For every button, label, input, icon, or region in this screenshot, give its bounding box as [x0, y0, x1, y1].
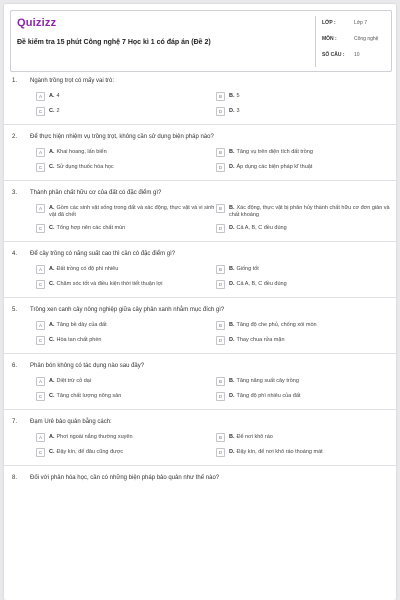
answer-option[interactable]: [36, 163, 216, 173]
question-divider: [4, 409, 396, 410]
answer-letter: B.: [229, 434, 235, 440]
answer-option[interactable]: [216, 321, 392, 331]
answer-body: Chăm sóc tốt và điều kiện thời tiết thuận lợi: [56, 281, 163, 287]
answer-text: [229, 448, 323, 456]
answer-checkbox[interactable]: D: [216, 448, 225, 457]
question-item: [4, 76, 396, 117]
answer-option[interactable]: [36, 377, 216, 387]
answer-option[interactable]: [216, 148, 392, 158]
question-divider: [4, 353, 396, 354]
question-header: [12, 473, 396, 483]
answer-checkbox[interactable]: A: [36, 204, 45, 213]
meta-value: Lớp 7: [354, 20, 368, 26]
answer-option[interactable]: [216, 336, 392, 346]
answer-letter: A.: [49, 205, 55, 211]
question-number: 5.: [12, 307, 18, 313]
answer-option[interactable]: [36, 148, 216, 158]
question-number: 2.: [12, 134, 18, 140]
answer-body: Áp dụng các biện pháp kĩ thuật: [236, 164, 313, 170]
answer-checkbox[interactable]: B: [216, 377, 225, 386]
answer-checkbox[interactable]: C: [36, 163, 45, 172]
answer-body: 3: [236, 108, 240, 114]
answer-letter: D.: [229, 164, 235, 170]
answer-letter: B.: [229, 205, 235, 211]
answer-checkbox[interactable]: D: [216, 107, 225, 116]
answer-option[interactable]: [216, 224, 392, 234]
question-divider: [4, 297, 396, 298]
answer-letter: D.: [229, 449, 235, 455]
answer-text: [49, 392, 121, 400]
question-number: 7.: [12, 419, 18, 425]
meta-row-count: [316, 48, 390, 62]
answer-text: [49, 336, 101, 344]
question-text: Thành phần chất hữu cơ của đất có đặc điểm gì?: [30, 190, 162, 196]
answer-body: 2: [56, 108, 60, 114]
question-text: Đối với phân hóa học, cần có những biện pháp bảo quản như thế nào?: [30, 475, 220, 481]
answer-option[interactable]: [36, 280, 216, 290]
answer-letter: B.: [229, 378, 235, 384]
answer-letter: D.: [229, 225, 235, 231]
answer-checkbox[interactable]: B: [216, 433, 225, 442]
meta-value: 10: [354, 52, 360, 58]
answer-body: Thay chua rửa mặn: [236, 337, 285, 343]
question-divider: [4, 124, 396, 125]
answer-body: Tăng bề dày của đất: [56, 322, 107, 328]
question-text: Đạm Urê bảo quản bằng cách:: [30, 419, 112, 425]
answer-option[interactable]: [216, 107, 392, 117]
question-divider: [4, 180, 396, 181]
answer-options: [36, 265, 396, 290]
question-list: [4, 76, 396, 483]
meta-label: MÔN :: [322, 36, 337, 42]
answer-option[interactable]: [216, 163, 392, 173]
answer-option[interactable]: [216, 204, 392, 219]
answer-text: [229, 336, 285, 344]
answer-body: Tăng vụ trên diện tích đất trồng: [236, 149, 313, 155]
quizizz-logo: Quizizz: [17, 17, 57, 29]
answer-checkbox[interactable]: D: [216, 163, 225, 172]
answer-options: [36, 321, 396, 346]
answer-body: Tăng độ che phủ, chống xói mòn: [236, 322, 317, 328]
answer-text: [49, 433, 133, 441]
answer-checkbox[interactable]: B: [216, 204, 225, 213]
answer-letter: C.: [49, 225, 55, 231]
question-number: 8.: [12, 475, 18, 481]
answer-text: [229, 377, 299, 385]
answer-text: [229, 204, 392, 219]
answer-checkbox[interactable]: A: [36, 265, 45, 274]
meta-value: Công nghệ: [354, 36, 379, 42]
answer-text: [229, 163, 312, 171]
answer-option[interactable]: [36, 204, 216, 219]
answer-text: [49, 204, 216, 219]
answer-body: 4: [56, 93, 60, 99]
answer-body: Sử dụng thuốc hóa học: [56, 164, 114, 170]
answer-body: Giống tốt: [236, 266, 259, 272]
answer-checkbox[interactable]: A: [36, 433, 45, 442]
answer-letter: C.: [49, 281, 55, 287]
answer-body: 5: [236, 93, 240, 99]
answer-body: Tăng độ phì nhiêu của đất: [236, 393, 301, 399]
answer-checkbox[interactable]: C: [36, 224, 45, 233]
question-item: [4, 249, 396, 290]
answer-text: [229, 280, 287, 288]
answer-text: [49, 321, 107, 329]
question-header: [12, 188, 396, 198]
answer-option[interactable]: [216, 392, 392, 402]
question-number: 1.: [12, 78, 18, 84]
worksheet-header: [10, 10, 392, 72]
question-item: [4, 417, 396, 458]
question-number: 6.: [12, 363, 18, 369]
question-text: Để thực hiện nhiệm vụ trồng trọt, không cần sử dụng biện pháp nào?: [30, 134, 214, 140]
answer-body: Gồm các sinh vật sống trong đất và xác động, thực vật và vi sinh vật đã chết: [49, 205, 215, 218]
answer-options: [36, 204, 396, 234]
answer-option[interactable]: [216, 448, 392, 458]
question-divider: [4, 465, 396, 466]
answer-checkbox[interactable]: A: [36, 92, 45, 101]
answer-body: Hòa tan chất phèn: [56, 337, 102, 343]
answer-letter: D.: [229, 393, 235, 399]
answer-text: [229, 107, 240, 115]
answer-letter: B.: [229, 149, 235, 155]
answer-body: Tổng hợp nên các chất mùn: [56, 225, 126, 231]
answer-checkbox[interactable]: A: [36, 377, 45, 386]
answer-checkbox[interactable]: D: [216, 280, 225, 289]
answer-body: Cả A, B, C đều đúng: [236, 225, 287, 231]
answer-option[interactable]: [36, 448, 216, 458]
answer-letter: D.: [229, 337, 235, 343]
answer-option[interactable]: [216, 433, 392, 443]
answer-letter: C.: [49, 164, 55, 170]
question-item: [4, 132, 396, 173]
question-header: [12, 132, 396, 142]
answer-option[interactable]: [216, 92, 392, 102]
answer-option[interactable]: [36, 392, 216, 402]
answer-option[interactable]: [36, 107, 216, 117]
answer-body: Đậy kín, để nơi khô ráo thoáng mát: [236, 449, 323, 455]
answer-option[interactable]: [36, 336, 216, 346]
question-header: [12, 417, 396, 427]
answer-option[interactable]: [36, 265, 216, 275]
meta-label: LỚP :: [322, 20, 336, 26]
answer-options: [36, 433, 396, 458]
question-header: [12, 76, 396, 86]
answer-body: Phơi ngoài nắng thường xuyên: [56, 434, 133, 440]
answer-letter: C.: [49, 337, 55, 343]
answer-text: [49, 107, 60, 115]
answer-letter: C.: [49, 393, 55, 399]
answer-letter: A.: [49, 93, 55, 99]
worksheet-meta: [315, 16, 390, 67]
answer-text: [229, 392, 300, 400]
answer-option[interactable]: [36, 433, 216, 443]
answer-body: Cả A, B, C đều đúng: [236, 281, 287, 287]
answer-body: Xác động, thực vật bị phân hủy thành chất hữu cơ đơn giản và chất khoáng: [229, 205, 390, 218]
answer-checkbox[interactable]: C: [36, 392, 45, 401]
answer-checkbox[interactable]: D: [216, 224, 225, 233]
answer-checkbox[interactable]: B: [216, 321, 225, 330]
answer-body: Tăng năng suất cây trồng: [236, 378, 299, 384]
question-item: [4, 361, 396, 402]
answer-letter: A.: [49, 378, 55, 384]
question-text: Để cây trồng có năng suất cao thì cần có đặc điểm gì?: [30, 251, 176, 257]
answer-text: [229, 265, 259, 273]
question-text: Phân bón không có tác dụng nào sau đây?: [30, 363, 145, 369]
answer-option[interactable]: [216, 265, 392, 275]
answer-checkbox[interactable]: B: [216, 92, 225, 101]
answer-text: [49, 448, 123, 456]
worksheet-page: [4, 4, 396, 600]
answer-body: Diệt trừ cỏ dại: [56, 378, 92, 384]
question-header: [12, 305, 396, 315]
answer-option[interactable]: [36, 224, 216, 234]
question-divider: [4, 241, 396, 242]
answer-letter: A.: [49, 434, 55, 440]
answer-body: Đất trồng có độ phì nhiêu: [56, 266, 119, 272]
answer-text: [229, 433, 273, 441]
answer-option[interactable]: [36, 321, 216, 331]
answer-body: Khai hoang, lấn biển: [56, 149, 107, 155]
answer-option[interactable]: [36, 92, 216, 102]
answer-text: [49, 265, 118, 273]
answer-letter: D.: [229, 281, 235, 287]
answer-checkbox[interactable]: C: [36, 107, 45, 116]
worksheet-title: Đề kiểm tra 15 phút Công nghệ 7 Học kì 1 có đáp án (Đề 2): [17, 39, 211, 46]
answer-text: [49, 224, 125, 232]
answer-text: [229, 92, 240, 100]
question-item: [4, 473, 396, 483]
answer-letter: B.: [229, 266, 235, 272]
answer-text: [229, 224, 287, 232]
answer-letter: B.: [229, 322, 235, 328]
answer-option[interactable]: [216, 280, 392, 290]
answer-options: [36, 148, 396, 173]
question-text: Ngành trồng trọt có mấy vai trò:: [30, 78, 115, 84]
answer-text: [49, 92, 60, 100]
answer-checkbox[interactable]: D: [216, 392, 225, 401]
answer-checkbox[interactable]: A: [36, 321, 45, 330]
question-number: 4.: [12, 251, 18, 257]
answer-letter: C.: [49, 449, 55, 455]
answer-letter: A.: [49, 149, 55, 155]
answer-option[interactable]: [216, 377, 392, 387]
question-number: 3.: [12, 190, 18, 196]
answer-checkbox[interactable]: C: [36, 280, 45, 289]
answer-checkbox[interactable]: A: [36, 148, 45, 157]
question-item: [4, 188, 396, 234]
meta-row-subject: [316, 32, 390, 46]
answer-checkbox[interactable]: B: [216, 148, 225, 157]
answer-body: Tăng chất lượng nông sản: [56, 393, 122, 399]
question-text: Trồng xen canh cây nông nghiệp giữa cây phân xanh nhằm mục đích gì?: [30, 307, 225, 313]
answer-letter: D.: [229, 108, 235, 114]
question-header: [12, 361, 396, 371]
answer-text: [49, 148, 107, 156]
answer-text: [49, 163, 114, 171]
meta-row-class: [316, 16, 390, 30]
answer-text: [49, 377, 91, 385]
question-item: [4, 305, 396, 346]
answer-checkbox[interactable]: B: [216, 265, 225, 274]
answer-checkbox[interactable]: C: [36, 336, 45, 345]
answer-checkbox[interactable]: C: [36, 448, 45, 457]
answer-options: [36, 92, 396, 117]
question-header: [12, 249, 396, 259]
answer-text: [229, 148, 313, 156]
answer-letter: C.: [49, 108, 55, 114]
answer-letter: A.: [49, 322, 55, 328]
meta-label: SỐ CÂU :: [322, 52, 345, 58]
answer-body: Để nơi khô ráo: [236, 434, 273, 440]
answer-letter: B.: [229, 93, 235, 99]
answer-checkbox[interactable]: D: [216, 336, 225, 345]
answer-options: [36, 377, 396, 402]
answer-text: [49, 280, 162, 288]
answer-letter: A.: [49, 266, 55, 272]
answer-body: Đậy kín, để đâu cũng được: [56, 449, 124, 455]
answer-text: [229, 321, 317, 329]
